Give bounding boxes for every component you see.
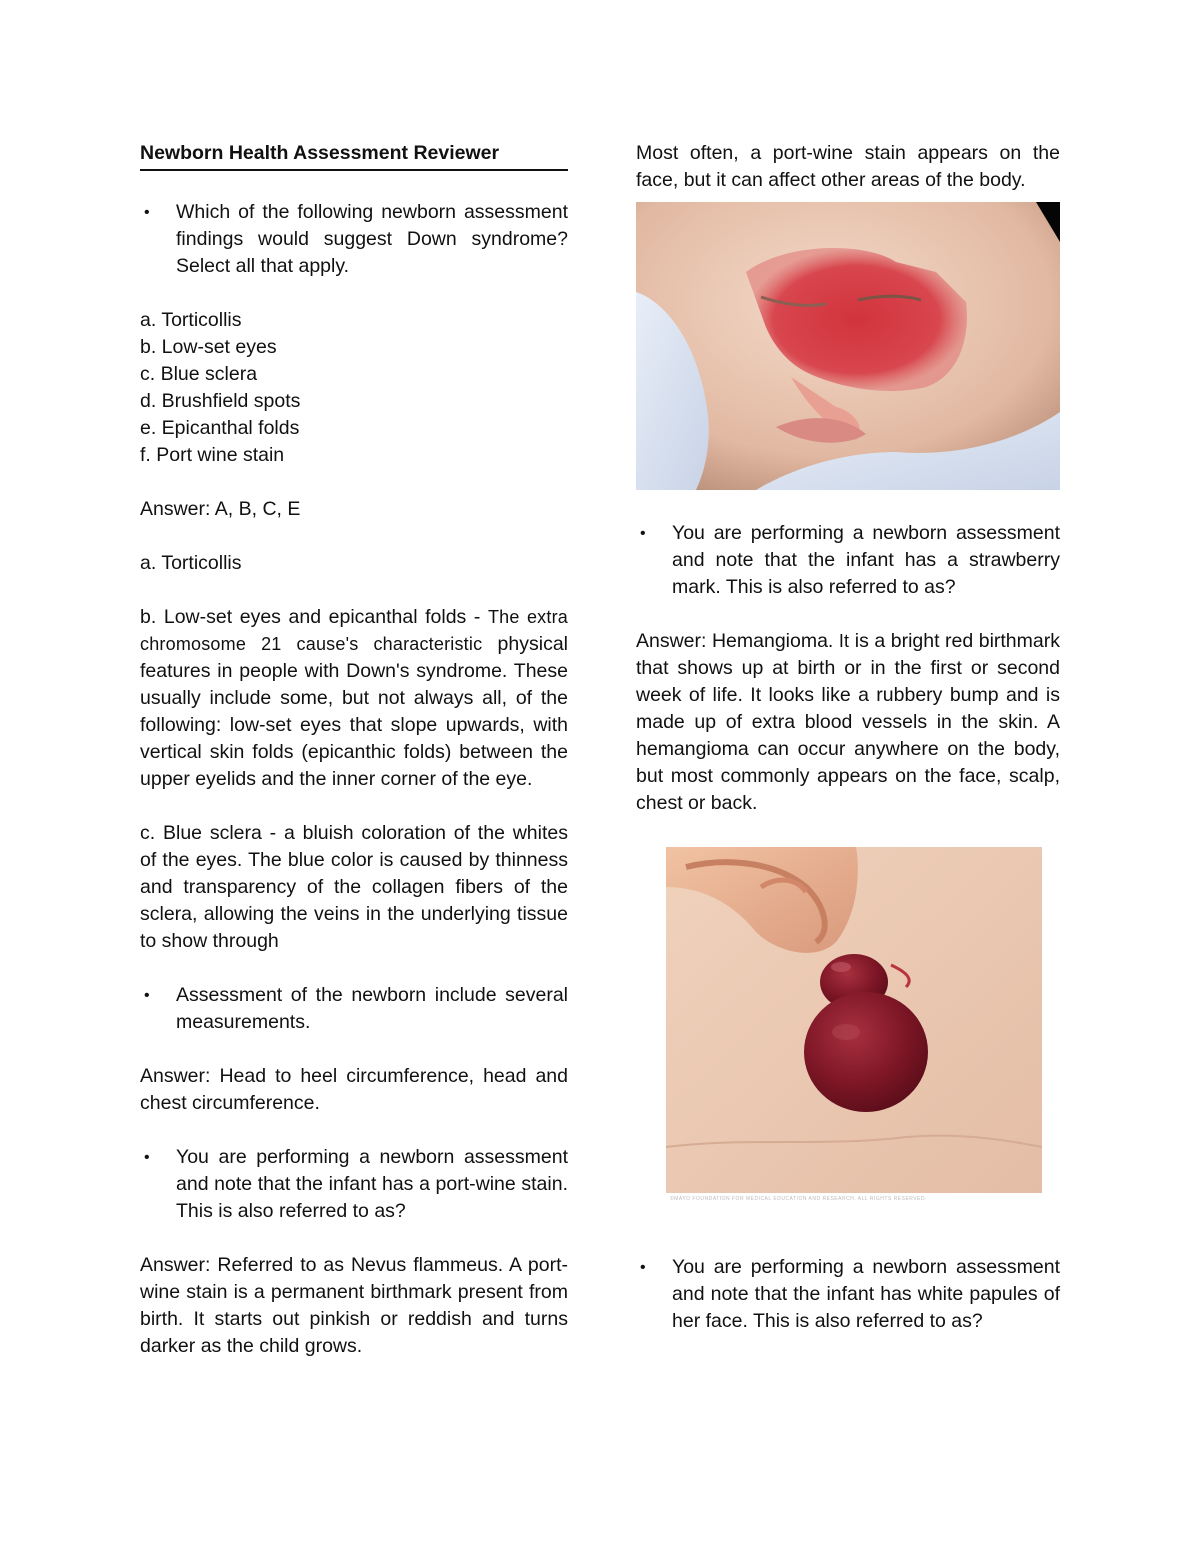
- bullet-icon: •: [144, 1149, 150, 1166]
- answer-4-rest: is a bright red birthmark that shows up at birth or in the first or second week of life. It looks like a rubbery bump and is made up of extra blood vessels in the skin. A hemangioma can occur anywhere on the body, but most commonly appears on the face, scalp, chest or back.: [636, 630, 1060, 814]
- question-5: [636, 1254, 1060, 1335]
- question-5-text: You are performing a newborn assessment and note that the infant has white papules of her face. This is also referred to as?: [672, 1256, 1060, 1332]
- bullet-icon: •: [144, 987, 150, 1004]
- answer-2: Answer: Head to heel circumference, head and chest circumference.: [140, 1065, 568, 1114]
- answer-3-continued: Most often, a port-wine stain appears on the face, but it can affect other areas of the body.: [636, 142, 1060, 191]
- answer-1: Answer: A, B, C, E: [140, 498, 301, 520]
- question-1: [140, 199, 568, 280]
- port-wine-stain-photo: [636, 202, 1060, 490]
- answer-4-lead: Answer: Hemangioma.: [636, 630, 839, 652]
- question-4: [636, 520, 1060, 601]
- options-list: [140, 307, 568, 469]
- answer-3: Answer: Referred to as Nevus flammeus. A port-wine stain is a permanent birthmark present from birth. It starts out pinkish or reddish and turns darker as the child grows.: [140, 1254, 568, 1357]
- bullet-icon: •: [144, 204, 150, 221]
- explanation-b-rest: physical features in people with Down's syndrome. These usually include some, but not always all, of the following: low-set eyes that slope upwards, with vertical skin folds (epicanthic folds) between the upper eyelids and the inner corner of the eye.: [140, 633, 568, 790]
- explanation-b: [140, 604, 568, 793]
- infant-face-illustration: [636, 202, 1060, 490]
- option-c: c. Blue sclera: [140, 363, 258, 385]
- option-f: f. Port wine stain: [140, 444, 285, 466]
- question-1-text: Which of the following newborn assessment findings would suggest Down syndrome? Select all that apply.: [176, 201, 568, 277]
- question-3: [140, 1144, 568, 1225]
- explanation-c: c. Blue sclera - a bluish coloration of the whites of the eyes. The blue color is caused by thinness and transparency of the collagen fibers of the sclera, allowing the veins in the underlying tissue to show through: [140, 822, 568, 952]
- photo-caption: ©MAYO FOUNDATION FOR MEDICAL EDUCATION AND RESEARCH. ALL RIGHTS RESERVED.: [670, 1196, 927, 1202]
- bullet-icon: •: [640, 1259, 646, 1276]
- question-3-text: You are performing a newborn assessment and note that the infant has a port-wine stain. This is also referred to as?: [176, 1146, 568, 1222]
- explanation-b-lead: b. Low-set eyes and epicanthal folds -: [140, 606, 488, 628]
- explanation-b-small: The extra chromosome 21 cause's characteristic: [140, 607, 568, 654]
- option-d: d. Brushfield spots: [140, 390, 301, 412]
- option-e: e. Epicanthal folds: [140, 417, 300, 439]
- document-title: Newborn Health Assessment Reviewer: [140, 140, 568, 171]
- option-a: a. Torticollis: [140, 309, 242, 331]
- right-column: [636, 140, 1060, 1335]
- left-column: [140, 140, 568, 1360]
- hemangioma-photo: [666, 847, 1042, 1193]
- option-b: b. Low-set eyes: [140, 336, 277, 358]
- question-2-text: Assessment of the newborn include several measurements.: [176, 984, 568, 1033]
- answer-4: [636, 628, 1060, 817]
- answer-4-small: It: [838, 631, 850, 651]
- hemangioma-illustration: [666, 847, 1042, 1193]
- explanation-a: a. Torticollis: [140, 552, 242, 574]
- question-4-text: You are performing a newborn assessment and note that the infant has a strawberry mark. This is also referred to as?: [672, 522, 1060, 598]
- bullet-icon: •: [640, 525, 646, 542]
- question-2: [140, 982, 568, 1036]
